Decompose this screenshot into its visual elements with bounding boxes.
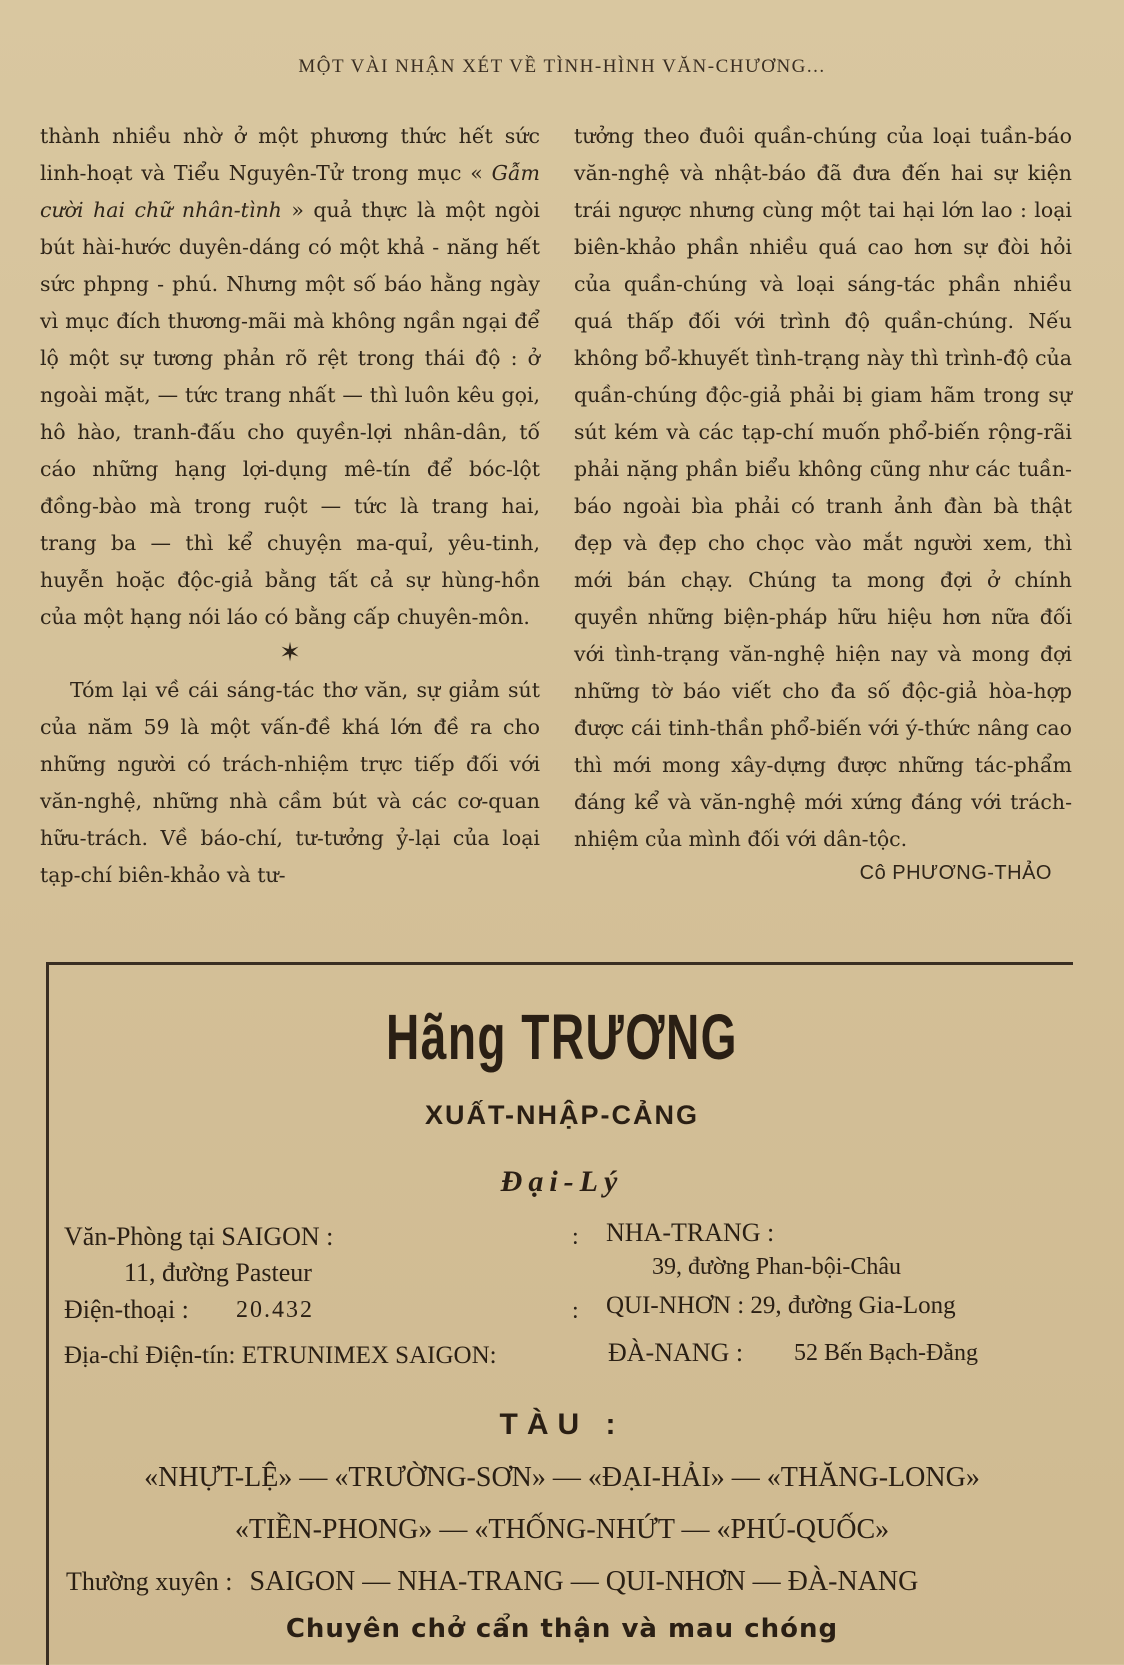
routes-value: SAIGON — NHA-TRANG — QUI-NHƠN — ĐÀ-NANG [249,1566,919,1597]
section-separator-star: ✶ [279,638,301,668]
advert-agency: Đại-Lý [500,1165,624,1198]
routes-line [66,1566,918,1598]
paragraph-text: thành nhiều nhờ ở một phương thức hết sức linh-hoạt và Tiểu Nguyên-Tử trong mục « [40,124,540,185]
danang-address: 52 Bến Bạch-Đằng [794,1340,978,1366]
nhatrang-address: 39, đường Phan-bội-Châu [652,1254,902,1280]
ships-list-line-1: «NHỰT-LỆ» — «TRƯỜNG-SƠN» — «ĐẠI-HẢI» — «THĂNG-LONG» [144,1462,980,1493]
author-signature: Cô PHƯƠNG-THẢO [859,862,1052,884]
running-title: MỘT VÀI NHẬN XÉT VỀ TÌNH-HÌNH VĂN-CHƯƠNG... [298,56,826,77]
article-column-left [40,118,540,894]
ships-list-line-2: «TIỀN-PHONG» — «THỐNG-NHỨT — «PHÚ-QUỐC» [234,1514,890,1545]
article-paragraph [40,118,540,636]
phone-value: 20.432 [236,1297,314,1323]
paragraph-text: » quả thực là một ngòi bút hài-hước duyên-dáng có một khả - năng hết sức phpng - phú. Nhưng một số báo hằng ngày vì mục đích thương-mãi mà không ngần ngại để lộ một sự tương phản rõ rệt trong thái độ : ở ngoài mặt, — tức trang nhất — thì luôn kêu gọi, hô hào, tranh-đấu cho quyền-lợi nhân-dân, tố cáo những hạng lợi-dụng mê-tín để bóc-lột đồng-bào mà trong ruột — tức là trang hai, trang ba — thì kể chuyện ma-quỉ, yêu-tinh, huyễn hoặc độc-giả bằng tất cả sự hùng-hồn của một hạng nói láo có bằng cấp chuyên-môn. [40,198,540,629]
phone-label: Điện-thoại : [64,1295,189,1324]
ships-title: TÀU : [499,1408,625,1441]
address-colon: : [572,1298,579,1324]
address-colon: : [572,1224,579,1250]
quinhon-address: QUI-NHƠN : 29, đường Gia-Long [606,1292,956,1319]
office-address: 11, đường Pasteur [124,1258,312,1287]
column-title-italic: Gẫm cười hai chữ nhân-tình [40,161,540,222]
article-paragraph: tưởng theo đuôi quần-chúng của loại tuần-báo văn-nghệ và nhật-báo đã đưa đến hai sự kiện trái ngược nhưng cùng một tai hại lớn lao : loại biên-khảo phần nhiều quá cao hơn sự đòi hỏi của quần-chúng và loại sáng-tác phần nhiều quá thấp đối với trình độ quần-chúng. Nếu không bổ-khuyết tình-trạng này thì trình-độ của quần-chúng độc-giả phải bị giam hãm trong sự sút kém và các tạp-chí muốn phổ-biến rộng-rãi phải nặng phần biểu không cũng như các tuần-báo ngoài bìa phải có tranh ảnh đàn bà thật đẹp và đẹp cho chọc vào mắt người xem, thì mới bán chạy. Chúng ta mong đợi ở chính quyền những biện-pháp hữu hiệu hơn nữa đối với tình-trạng văn-nghệ hiện nay và mong đợi những tờ báo viết cho đa số độc-giả hòa-hợp được cái tinh-thần phổ-biến với ý-thức nâng cao thì mới mong xây-dựng được những tác-phẩm đáng kể và văn-nghệ mới xứng đáng với trách-nhiệm của mình đối với dân-tộc. [574,124,1072,851]
danang-label: ĐÀ-NANG : [608,1338,744,1367]
routes-label: Thường xuyên : [66,1567,233,1596]
advert-slogan: Chuyên chở cẩn thận và mau chóng [285,1614,839,1644]
advert-subtitle: XUẤT-NHẬP-CẢNG [425,1100,699,1130]
advert-brand: Hãng TRƯƠNG [386,1001,738,1073]
article-column-right [574,118,1072,888]
nhatrang-label: NHA-TRANG : [606,1218,775,1247]
office-label: Văn-Phòng tại SAIGON : [64,1222,334,1251]
telegram-address: Địa-chỉ Điện-tín: ETRUNIMEX SAIGON: [64,1342,497,1369]
article-paragraph: Tóm lại về cái sáng-tác thơ văn, sự giảm sút của năm 59 là một vấn-đề khá lớn đề ra cho những người có trách-nhiệm trực tiếp đối với văn-nghệ, những nhà cầm bút và các cơ-quan hữu-trách. Về báo-chí, tư-tưởng ỷ-lại của loại tạp-chí biên-khảo và tư- [40,678,540,887]
